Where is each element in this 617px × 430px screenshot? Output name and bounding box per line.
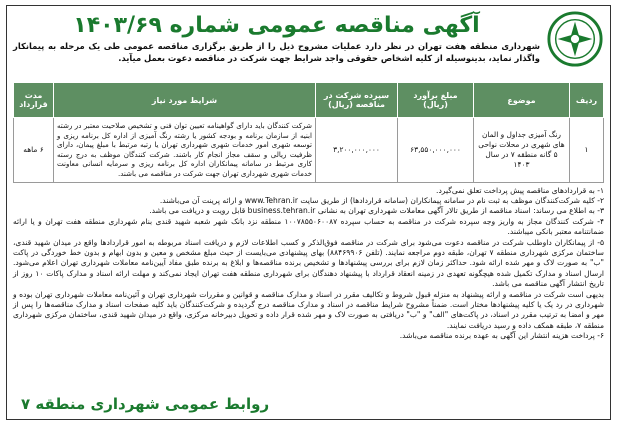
- col-subject: موضوع: [474, 83, 570, 118]
- note-item: ۳- به اطلاع می رساند: اسناد مناقصه از طریق تالار آگهی معاملات شهرداری تهران به نشانی business.tehran.ir قابل رویت و دریافت می باشد.: [149, 206, 604, 216]
- page-title: آگهی مناقصه عمومی شماره ۱۴۰۳/۶۹: [73, 13, 480, 38]
- cell-row: ۱: [570, 118, 604, 183]
- col-estimate: مبلغ برآورد (ریال): [398, 83, 474, 118]
- cell-deposit: ۳,۲۰۰,۰۰۰,۰۰۰: [316, 118, 398, 183]
- municipality-logo-icon: [546, 10, 604, 68]
- notice-header: [13, 10, 604, 80]
- cell-duration: ۶ ماهه: [14, 118, 54, 183]
- signature: روابط عمومی شهرداری منطقه ۷: [21, 395, 270, 413]
- table-header-row: [14, 83, 604, 118]
- col-duration: مدت قرارداد: [14, 83, 54, 118]
- col-row: ردیف: [570, 83, 604, 118]
- cell-subject: رنگ آمیزی جداول و المان های شهری در محلات نواحی ۵ گانه منطقه ۷ در سال ۱۴۰۳: [474, 118, 570, 183]
- cell-estimate: ۶۳,۵۵۰,۰۰۰,۰۰۰: [398, 118, 474, 183]
- intro-text: شهرداری منطقه هفت تهران در نظر دارد عملیات مشروح ذیل را از طریق برگزاری مناقصه عمومی طی یک مرحله به پیمانکار واگذار نماید، بدینوسیله از کلیه اشخاص حقوقی واجد شرایط جهت شرکت در مناقصه دعوت بعمل میآید.: [13, 41, 540, 63]
- note-item: ۲- کلیه شرکت‌کنندگان موظف به ثبت نام در سامانه پیمانکاران (سامانه قراردادها) از طریق سایت www.Tehran.ir و ارائه پرینت آن می‌باشند.: [159, 195, 604, 205]
- tender-table: [13, 82, 604, 183]
- tender-notice: [6, 5, 611, 420]
- col-deposit: سپرده شرکت در مناقصه (ریال): [316, 83, 398, 118]
- note-item: ۶- پرداخت هزینه انتشار این آگهی به عهده برنده مناقصه می‌باشد.: [399, 331, 604, 341]
- note-item: ۱- به قراردادهای مناقصه پیش پرداخت تعلق نمی‌گیرد.: [436, 185, 604, 195]
- note-item: ۵- از پیمانکاران داوطلب شرکت در مناقصه دعوت می‌شود برای شرکت در مناقصه فوق‌الذکر و کسب اطلاعات لازم و دریافت اسناد مربوطه به امور قراردادها واقع در میدان شهید قندی، ساختمان مرکزی شهرداری منطقه ۷ تهران، طبقه دوم مراجعه نمایند. (تلفن ۸۸۴۶۹۹۰۶) بهای پیشنهادی می‌بایست از حیث مبلغ مشخص و معین و بدون ابهام و بدون خط خوردگی در پاکت "ب" به صورت لاک و مهر شده ارائه شود. حداکثر زمان لازم برای بررسی پیشنهادها و تشخیص برنده مناقصه‌ها و ابلاغ به برنده طبق مفاد آیین‌نامه معاملات شهرداری تهران اعلام می‌شود. ارسال اسناد و مدارک تکمیل شده هیچگونه تعهدی در زمینه انعقاد قرارداد با پیشنهاد دهندگان برای شهرداری منطقه هفت تهران ایجاد نمی‌کند و مهلت ارائه اسناد و مدارک پاکات ۱۰ روز از تاریخ انتشار آگهی مناقصه می باشد.: [13, 237, 604, 289]
- note-item: بدیهی است شرکت در مناقصه و ارائه پیشنهاد به منزله قبول شروط و تکالیف مقرر در اسناد و مدارک مناقصه و قوانین و مقررات شهرداری تهران و آئین‌نامه معاملات شهرداری تهران بوده و شهرداری در رد یک یا کلیه پیشنهادها مختار است. ضمناً مشروح شرایط مناقصه در اسناد و مدارک مناقصه درج گردیده و شرکت‌کنندگان باید کلیه صفحات اسناد و مدارک مناقصه‌ها را پس از مهر و امضا به ترتیب مقرر در اسناد، در پاکت‌های "الف" و "ب" دریافتی به صورت لاک و مهر شده قرار داده و تحویل دبیرخانه مرکزی، واقع در میدان شهید قندی، ساختمان مرکزی شهرداری منطقه ۷، طبقه همکف داده و رسید دریافت نمایند.: [13, 289, 604, 330]
- col-conditions: شرایط مورد نیاز: [54, 83, 316, 118]
- cell-conditions: شرکت کنندگان باید دارای گواهینامه تعیین توان فنی و تشخیص صلاحیت معتبر در رشته ابنیه از سازمان برنامه و بودجه کشور یا رشته رنگ آمیزی از اداره کل برنامه ریزی و توسعه شهری امور خدمات شهری شهرداری تهران یا رتبه مرتبط با مبلغ پیمان، دارای ظرفیت ریالی و سقف مجاز انجام کار باشند. شرکت کنندگان موظف به درج رسته کاری مرتبط در سامانه پیمانکاران اداره کل برنامه ریزی و سرمایه انسانی معاونت خدمات شهری شهرداری تهران جهت شرکت در مناقصه می باشند.: [54, 118, 316, 183]
- notes-section: [13, 186, 604, 342]
- note-item: ۴- شرکت کنندگان مجاز به واریز وجه سپرده شرکت در مناقصه به حساب سپرده ۱۰۰۷۸۵۵۰۶۰۰۸۷ منطقه نزد بانک شهر شعبه شهید قندی بنام شهرداری منطقه هفت تهران و یا ارائه ضمانتنامه معتبر بانکی میباشند.: [13, 216, 604, 237]
- table-row: [14, 118, 604, 183]
